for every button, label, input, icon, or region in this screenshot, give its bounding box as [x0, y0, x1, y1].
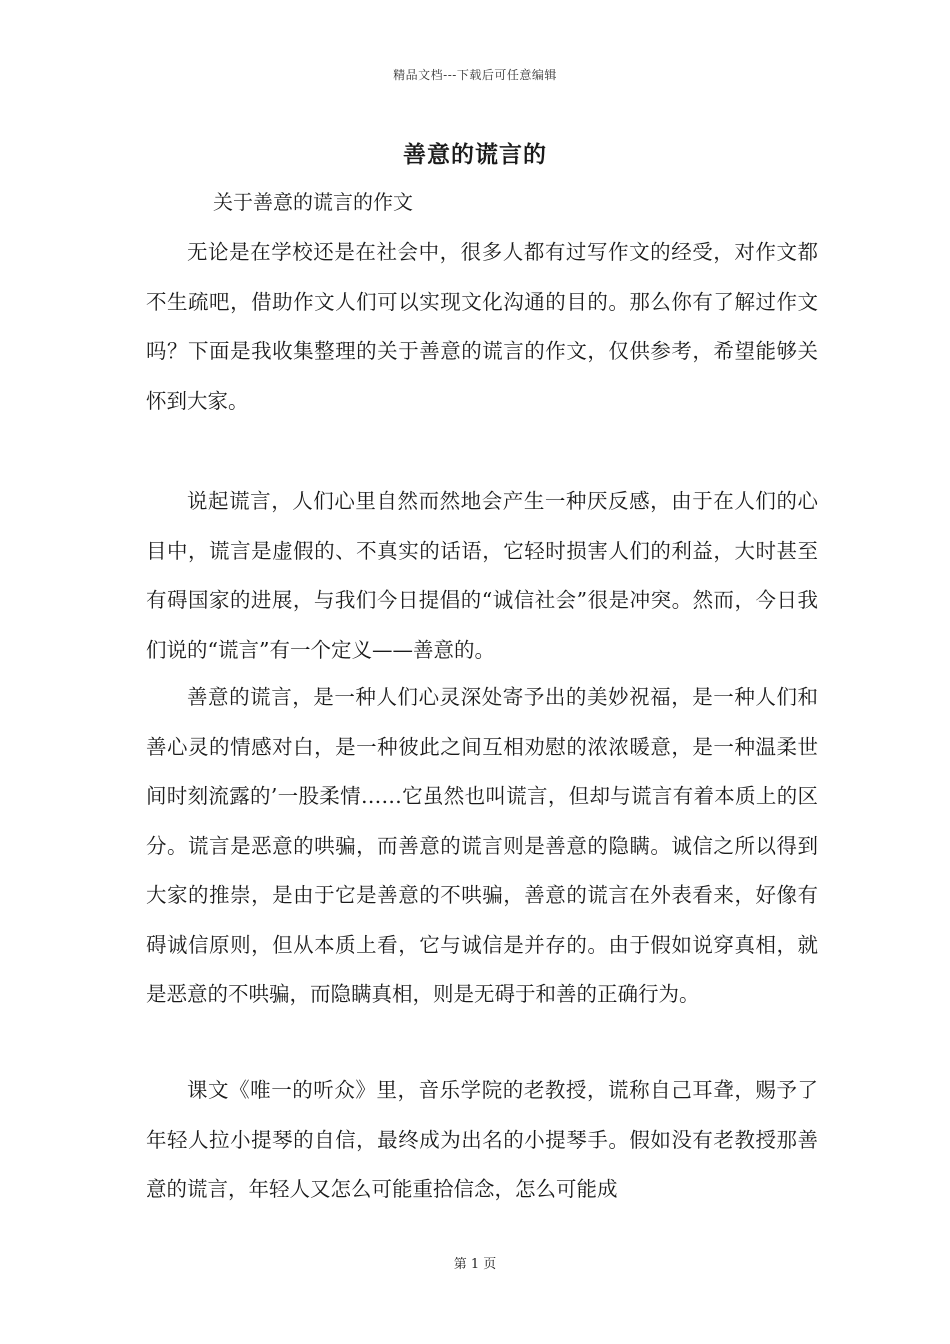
- document-title: 善意的谎言的: [403, 141, 547, 168]
- paragraph-kind-lies: 善意的谎言，是一种人们心灵深处寄予出的美妙祝福，是一种人们和善心灵的情感对白，是一种彼此之间互相劝慰的浓浓暖意，是一种温柔世间时刻流露的’一股柔情……它虽然也叫谎言，但却与谎言有着本质上的区分。谎言是恶意的哄骗，而善意的谎言则是善意的隐瞒。诚信之所以得到大家的推崇，是由于它是善意的不哄骗，善意的谎言在外表看来，好像有碍诚信原则，但从本质上看，它与诚信是并存的。由于假如说穿真相，就是恶意的不哄骗，而隐瞒真相，则是无碍于和善的正确行为。: [146, 685, 818, 1006]
- document-subtitle: 关于善意的谎言的作文: [213, 190, 413, 214]
- paragraph-example: 课文《唯一的听众》里，音乐学院的老教授，谎称自己耳聋，赐予了年轻人拉小提琴的自信，最终成为出名的小提琴手。假如没有老教授那善意的谎言，年轻人又怎么可能重拾信念，怎么可能成: [146, 1078, 818, 1201]
- paragraph-lies: 说起谎言，人们心里自然而然地会产生一种厌反感，由于在人们的心目中，谎言是虚假的、不真实的话语，它轻时损害人们的利益，大时甚至有碍国家的进展，与我们今日提倡的“诚信社会”很是冲突。然而，今日我们说的“谎言”有一个定义——善意的。: [146, 489, 818, 662]
- page-header: 精品文档---下载后可任意编辑: [393, 68, 557, 82]
- page-number: 第 1 页: [453, 1257, 497, 1272]
- paragraph-intro: 无论是在学校还是在社会中，很多人都有过写作文的经受，对作文都不生疏吧，借助作文人们可以实现文化沟通的目的。那么你有了解过作文吗？下面是我收集整理的关于善意的谎言的作文，仅供参考，希望能够关怀到大家。: [146, 240, 818, 413]
